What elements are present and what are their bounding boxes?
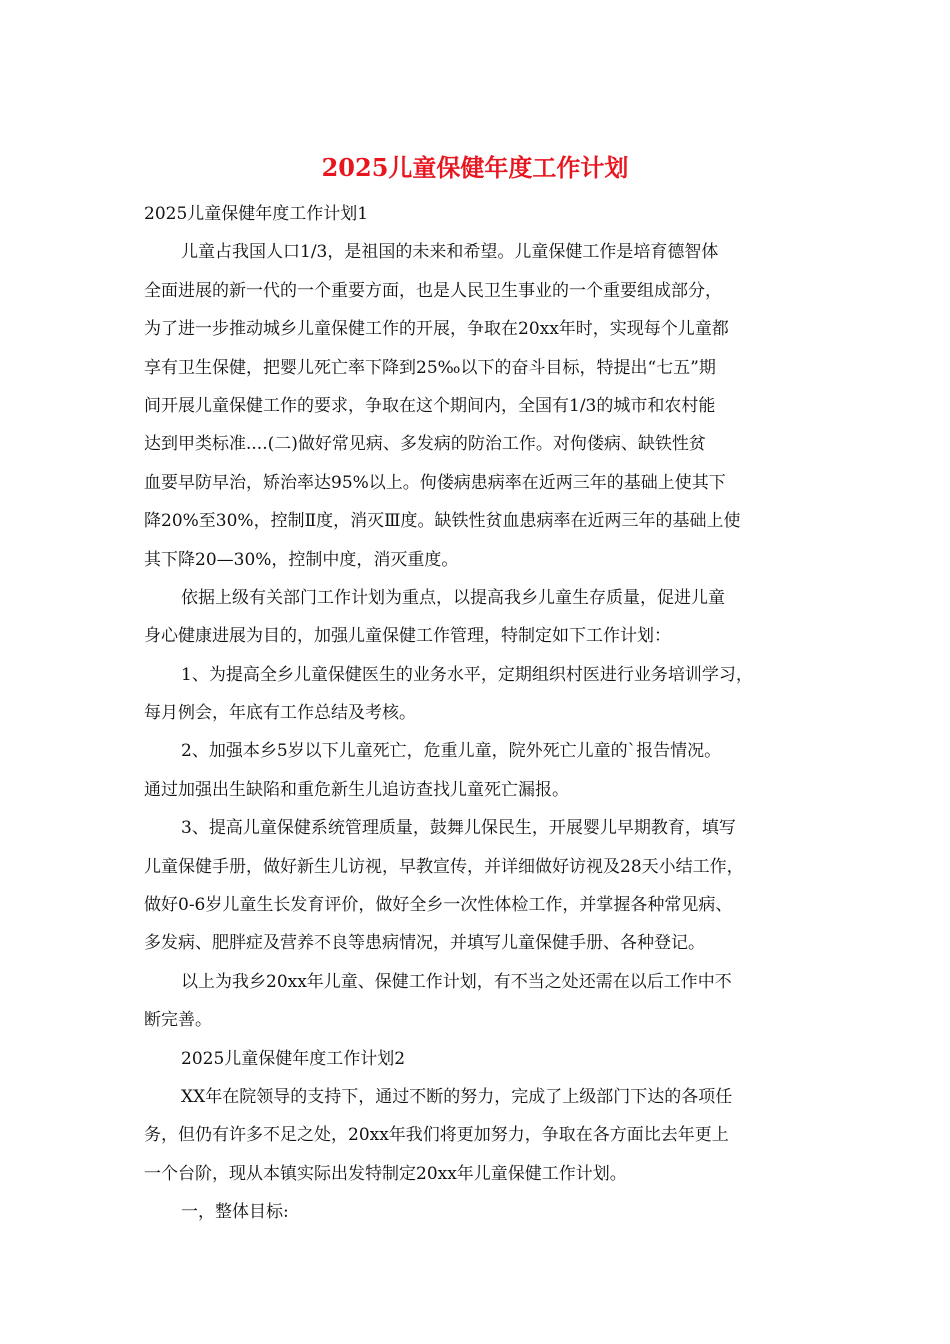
text-line: 多发病、肥胖症及营养不良等患病情况，并填写儿童保健手册、各种登记。	[144, 933, 705, 954]
text-line: 血要早防早治，矫治率达95%以上。佝偻病患病率在近两三年的基础上使其下	[144, 472, 726, 493]
text-line: 享有卫生保健，把婴儿死亡率下降到25‰以下的奋斗目标，特提出“七五”期	[144, 357, 716, 378]
text-line: 以上为我乡20xx年儿童、保健工作计划，有不当之处还需在以后工作中不	[181, 971, 732, 992]
text-line: 2025儿童保健年度工作计划2	[181, 1048, 406, 1069]
text-line: 儿童占我国人口1/3，是祖国的未来和希望。儿童保健工作是培育德智体	[181, 242, 719, 263]
text-line: 2025儿童保健年度工作计划1	[144, 204, 369, 224]
text-line: XX年在院领导的支持下，通过不断的努力，完成了上级部门下达的各项任	[181, 1086, 733, 1107]
text-line: 一，整体目标:	[181, 1202, 289, 1223]
text-line: 通过加强出生缺陷和重危新生儿追访查找儿童死亡漏报。	[144, 779, 569, 800]
text-line: 2、加强本乡5岁以下儿童死亡，危重儿童，院外死亡儿童的`报告情况。	[181, 741, 722, 762]
text-line: 间开展儿童保健工作的要求，争取在这个期间内，全国有1/3的城市和农村能	[144, 395, 716, 416]
text-line: 其下降20—30%，控制中度，消灭重度。	[144, 549, 459, 570]
text-line: 务，但仍有许多不足之处，20xx年我们将更加努力，争取在各方面比去年更上	[144, 1125, 729, 1146]
text-line: 为了进一步推动城乡儿童保健工作的开展，争取在20xx年时，实现每个儿童都	[144, 319, 729, 340]
text-line: 身心健康进展为目的，加强儿童保健工作管理，特制定如下工作计划：	[144, 626, 671, 647]
text-line: 一个台阶，现从本镇实际出发特制定20xx年儿童保健工作计划。	[144, 1163, 627, 1184]
text-line: 断完善。	[144, 1010, 212, 1031]
document-body	[144, 195, 816, 1232]
text-line: 依据上级有关部门工作计划为重点，以提高我乡儿童生存质量，促进儿童	[181, 587, 725, 608]
document-title: 2025儿童保健年度工作计划	[321, 153, 629, 182]
text-line: 达到甲类标准....(二)做好常见病、多发病的防治工作。对佝偻病、缺铁性贫	[144, 434, 706, 455]
text-line: 每月例会，年底有工作总结及考核。	[144, 703, 416, 724]
text-line: 降20%至30%，控制Ⅱ度，消灭Ⅲ度。缺铁性贫血患病率在近两三年的基础上使	[144, 511, 741, 532]
text-line: 1、为提高全乡儿童保健医生的业务水平，定期组织村医进行业务培训学习，	[181, 664, 753, 685]
text-line: 儿童保健手册，做好新生儿访视，早教宣传，并详细做好访视及28天小结工作，	[144, 856, 744, 877]
text-line: 全面进展的新一代的一个重要方面，也是人民卫生事业的一个重要组成部分，	[144, 280, 722, 301]
text-line: 做好0-6岁儿童生长发育评价，做好全乡一次性体检工作，并掌握各种常见病、	[144, 895, 733, 916]
text-line: 3、提高儿童保健系统管理质量，鼓舞儿保民生，开展婴儿早期教育，填写	[181, 818, 736, 839]
